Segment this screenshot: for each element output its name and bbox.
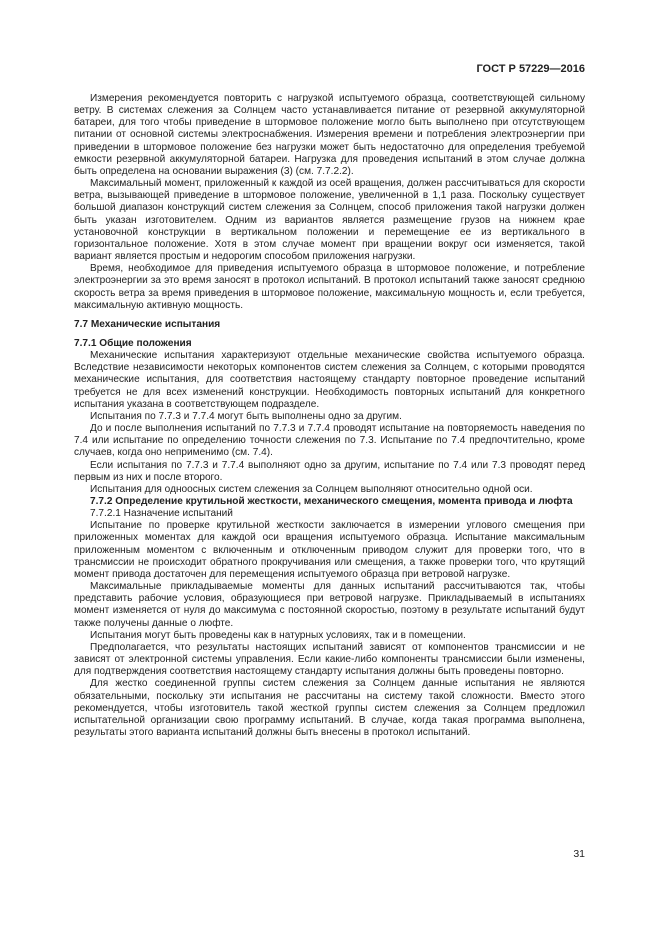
subsection-heading: 7.7.2 Определение крутильной жесткости, механического смещения, момента привода и люфта (90, 496, 573, 507)
paragraph: Испытания по 7.7.3 и 7.7.4 могут быть выполнены одно за другим. (90, 410, 402, 422)
paragraph: Время, необходимое для приведения испытуемого образца в штормовое положение, и потребление электроэнергии за это время заносят в протокол испытаний. В протокол испытаний также заносят среднюю скорость ветра за время приведения в штормовое положение, максимальную мощность и, если требуется, максимальную активную мощность. (74, 263, 585, 311)
subsection-heading: 7.7.1 Общие положения (74, 337, 192, 349)
paragraph: Измерения рекомендуется повторить с нагрузкой испытуемого образца, соответствующей сильному ветру. В системах слежения за Солнцем часто устанавливается питание от резервной аккумуляторной батареи, для того чтобы приведение в штормовое положение могло быть выполнено при отсутствующем питании от основной системы электроснабжения. Измерения времени и потребления электроэнергии при приведении в штормовое положение без нагрузки может быть недостаточно для определения требуемой емкости резервной аккумуляторной батареи. Нагрузка для проведения испытаний в этом случае должна быть определена на основании выражения (3) (см. 7.7.2.2). (74, 93, 585, 177)
paragraph: Если испытания по 7.7.3 и 7.7.4 выполняют одно за другим, испытание по 7.4 или 7.3 проводят перед первым из них и после второго. (74, 459, 585, 483)
clause-heading: 7.7.2.1 Назначение испытаний (90, 508, 233, 520)
paragraph: Испытание по проверке крутильной жесткости заключается в измерении углового смещения при приложенных моментах для каждой оси вращения испытуемого образца. Испытание максимальным приложенным моментом с включенным и отключенным приводом служит для проверки того, что в трансмиссии не происходит обратного прокручивания или смещения, а также проверки того, что крутящий момент привода достаточен для перемещения испытуемого образца при ветровой нагрузке. (74, 520, 585, 580)
paragraph: Для жестко соединенной группы систем слежения за Солнцем данные испытания не являются обязательными, поскольку эти испытания не рассчитаны на систему такой сложности. Вместо этого рекомендуется, чтобы изготовитель такой жесткой группы систем слежения за Солнцем предложил испытательной организации свою программу испытаний. В случае, когда такая программа выполнена, результаты этого варианта испытаний должны быть внесены в протокол испытаний. (74, 678, 585, 738)
paragraph: Механические испытания характеризуют отдельные механические свойства испытуемого образца. Вследствие независимости некоторых компонентов систем слежения за Солнцем, с которыми проводятся механические испытания, для соответствия настоящему стандарту повторное проведение испытаний требуется не для всех изменений конструкции. Необходимость повторных испытаний для конкретного испытания указана в соответствующем подразделе. (74, 350, 585, 410)
paragraph: До и после выполнения испытаний по 7.7.3 и 7.7.4 проводят испытание на повторяемость наведения по 7.4 или испытание по определению точности слежения по 7.3. Испытание по 7.4 предпочтительно, кроме случаев, когда оно неприменимо (см. 7.4). (74, 423, 585, 459)
paragraph: Максимальный момент, приложенный к каждой из осей вращения, должен рассчитываться для скорости ветра, вызывающей приведение в штормовое положение, увеличенной в 1,1 раза. Поскольку существует большой диапазон конструкций систем слежения за Солнцем, способ приложения такой нагрузки должен быть указан изготовителем. Одним из вариантов является размещение грузов на нижнем крае установочной конструкции в вертикальном положении и перемещение ее из вертикального в горизонтальное положение. Хотя в этом случае момент при вращении вокруг оси изменяется, такой вариант является простым и недорогим способом приложения нагрузки. (74, 178, 585, 263)
page-content (74, 93, 585, 739)
paragraph: Испытания могут быть проведены как в натурных условиях, так и в помещении. (90, 629, 466, 641)
page-number: 31 (573, 848, 585, 860)
paragraph: Испытания для одноосных систем слежения за Солнцем выполняют относительно одной оси. (90, 483, 533, 495)
section-heading: 7.7 Механические испытания (74, 318, 221, 330)
paragraph: Максимальные прикладываемые моменты для данных испытаний рассчитываются так, чтобы представить рабочие условия, образующиеся при ветровой нагрузке. Прикладываемый в испытаниях момент изменяется от нуля до максимума с постоянной скоростью, поэтому в результате испытаний будут также получены данные о люфте. (74, 581, 585, 629)
paragraph: Предполагается, что результаты настоящих испытаний зависят от компонентов трансмиссии и не зависят от электронной системы управления. Если какие-либо компоненты трансмиссии были изменены, для подтверждения соответствия настоящему стандарту испытания должны быть проведены повторно. (74, 641, 585, 678)
document-id-header: ГОСТ Р 57229—2016 (476, 63, 585, 75)
